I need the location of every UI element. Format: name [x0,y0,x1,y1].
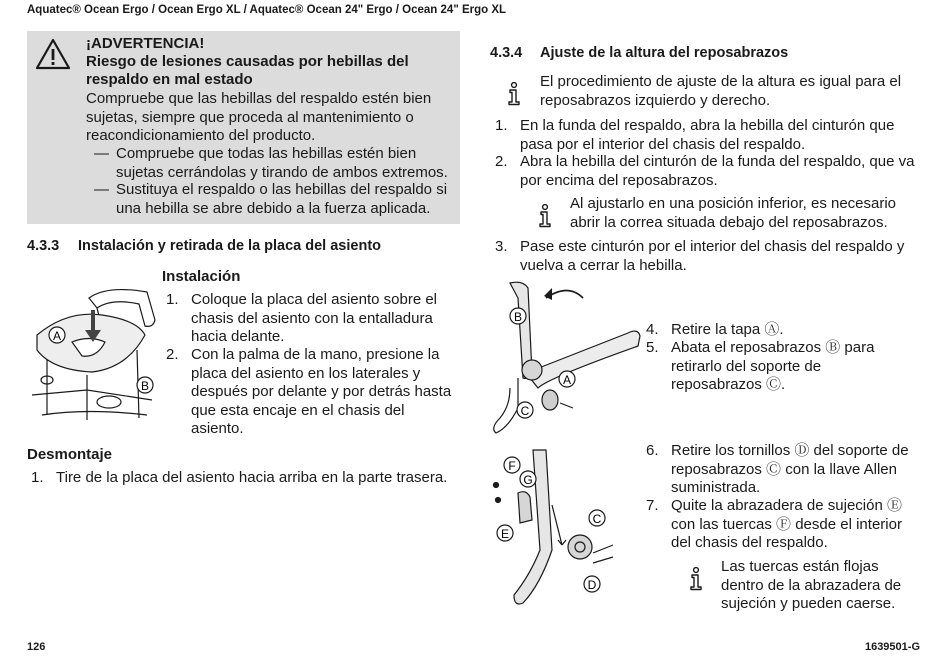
install-heading: Instalación [162,268,241,285]
warning-body: Compruebe que las hebillas del respaldo estén bien sujetas, siempre que proceda al mantenimiento o reacondicionamiento del producto. [86,90,432,144]
figure-label-c: C [592,512,602,526]
figure-label-a: A [52,329,62,343]
step-number: 4. [646,321,659,338]
warning-heading: ¡ADVERTENCIA! [86,35,205,52]
info-icon [538,204,552,228]
seat-plate-figure [27,280,162,425]
document-id: 1639501-G [864,641,920,653]
step-number: 5. [646,339,659,356]
info-note: Las tuercas están flojas dentro de la abrazadera de sujeción y pueden caerse. [721,558,902,612]
step-text: Tire de la placa del asiento hacia arriba en la parte trasera. [56,469,448,486]
removal-heading: Desmontaje [27,446,113,463]
step-text: Retire los tornillos Ⓓ del soporte de reposabrazos Ⓒ con la llave Allen suministrada. [671,442,909,496]
running-header: Aquatec® Ocean Ergo / Ocean Ergo XL / Aquatec® Ocean 24" Ergo / Ocean 24" Ergo XL [27,4,507,16]
section-title: Instalación y retirada de la placa del asiento [78,238,382,254]
step-text: En la funda del respaldo, abra la hebilla del cinturón que pasa por el interior del chasis del respaldo. [520,117,895,153]
info-icon [689,567,703,591]
bracket-figure [488,445,628,610]
step-number: 1. [31,469,44,486]
figure-label-e: E [500,527,510,541]
section-title: Ajuste de la altura del reposabrazos [540,45,789,61]
figure-label-b: B [513,310,523,324]
page-number: 126 [27,641,46,653]
info-icon [507,82,521,106]
step-number: 2. [166,346,179,363]
step-text: Abra la hebilla del cinturón de la funda del respaldo, que va por encima del reposabrazos. [520,153,915,189]
step-number: 1. [166,291,179,308]
figure-label-f: F [508,459,516,473]
step-text: Con la palma de la mano, presione la placa del asiento en los laterales y después por delante y por detrás hasta que esta encaje en el chasis del asiento. [191,346,452,437]
step-text: Pase este cinturón por el interior del chasis del respaldo y vuelva a cerrar la hebilla. [520,238,905,274]
step-text: Coloque la placa del asiento sobre el chasis del asiento con la entalladura hacia delante. [191,291,437,345]
info-note: Al ajustarlo en una posición inferior, es necesario abrir la correa situada debajo del reposabrazos. [570,195,897,231]
step-number: 2. [495,153,508,170]
step-number: 6. [646,442,659,459]
bullet-dash: — [94,145,109,162]
figure-label-a: A [562,373,572,387]
warning-subheading: Riesgo de lesiones causadas por hebillas del respaldo en mal estado [86,53,409,88]
figure-label-c: C [520,404,530,418]
figure-label-b: B [140,379,150,393]
armrest-figure [488,278,648,443]
step-text: Abata el reposabrazos Ⓑ para retirarlo del soporte de reposabrazos Ⓒ. [671,339,875,393]
info-note: El procedimiento de ajuste de la altura es igual para el reposabrazos izquierdo y derecho. [540,73,902,109]
step-number: 7. [646,497,659,514]
step-text: Retire la tapa Ⓐ. [671,321,784,338]
step-number: 1. [495,117,508,134]
step-number: 3. [495,238,508,255]
bullet-dash: — [94,181,109,198]
warning-bullet: Sustituya el respaldo o las hebillas del respaldo si una hebilla se abre debido a la fuerza aplicada. [116,181,448,217]
section-number: 4.3.3 [27,238,60,254]
warning-bullet: Compruebe que todas las hebillas estén bien sujetas cerrándolas y tirando de ambos extremos. [116,145,448,181]
warning-triangle-icon [35,38,71,70]
section-number: 4.3.4 [490,45,523,61]
figure-label-g: G [523,473,533,487]
figure-label-d: D [587,578,597,592]
step-text: Quite la abrazadera de sujeción Ⓔ con las tuercas Ⓕ desde el interior del chasis del respaldo. [671,497,902,551]
